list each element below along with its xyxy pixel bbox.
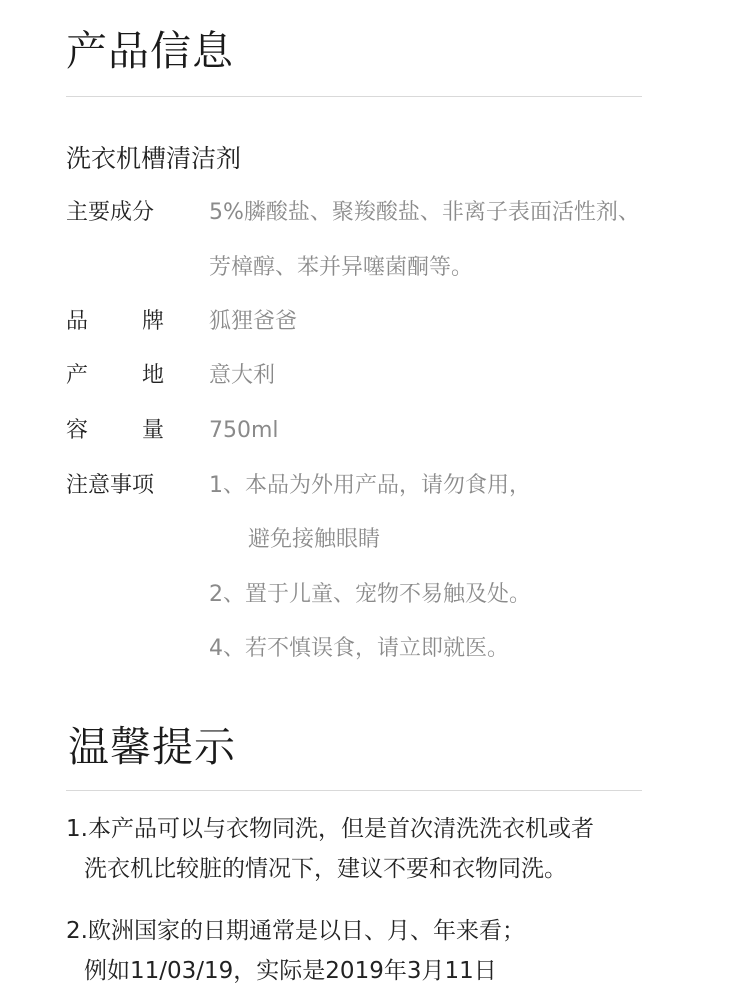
notes-item-4: 4、若不慎误食，请立即就医。 — [209, 636, 509, 661]
volume-label-char-1: 容 — [66, 418, 89, 443]
tips-divider — [66, 790, 642, 791]
tips-title: 温馨提示 — [68, 723, 236, 771]
volume-label-char-2: 量 — [141, 418, 164, 443]
volume-value: 750ml — [209, 418, 279, 443]
ingredients-value-line1: 5%膦酸盐、聚羧酸盐、非离子表面活性剂、 — [209, 200, 640, 225]
notes-item-1-cont: 避免接触眼睛 — [248, 527, 381, 552]
brand-value: 狐狸爸爸 — [209, 309, 298, 334]
tip-line-2-cont: 例如11/03/19，实际是2019年3月11日 — [84, 958, 497, 984]
brand-label — [66, 311, 164, 333]
tip-line-1: 1.本产品可以与衣物同洗，但是首次清洗洗衣机或者 — [66, 816, 594, 842]
origin-label — [66, 365, 164, 387]
notes-item-2: 2、置于儿童、宠物不易触及处。 — [209, 582, 531, 607]
product-info-divider — [66, 96, 642, 97]
origin-label-char-1: 产 — [66, 363, 89, 388]
volume-label — [66, 420, 164, 442]
product-info-title: 产品信息 — [66, 27, 234, 75]
product-name: 洗衣机槽清洁剂 — [66, 144, 242, 173]
ingredients-label: 主要成分 — [66, 200, 155, 225]
notes-label: 注意事项 — [66, 473, 155, 498]
tip-line-2: 2.欧洲国家的日期通常是以日、月、年来看； — [66, 918, 525, 944]
tip-line-1-cont: 洗衣机比较脏的情况下，建议不要和衣物同洗。 — [84, 856, 567, 882]
origin-value: 意大利 — [209, 363, 276, 388]
ingredients-value-line2: 芳樟醇、苯并异噻菌酮等。 — [209, 255, 474, 280]
notes-item-1: 1、本品为外用产品，请勿食用， — [209, 473, 531, 498]
brand-label-char-2: 牌 — [141, 309, 164, 334]
origin-label-char-2: 地 — [141, 363, 164, 388]
brand-label-char-1: 品 — [66, 309, 89, 334]
